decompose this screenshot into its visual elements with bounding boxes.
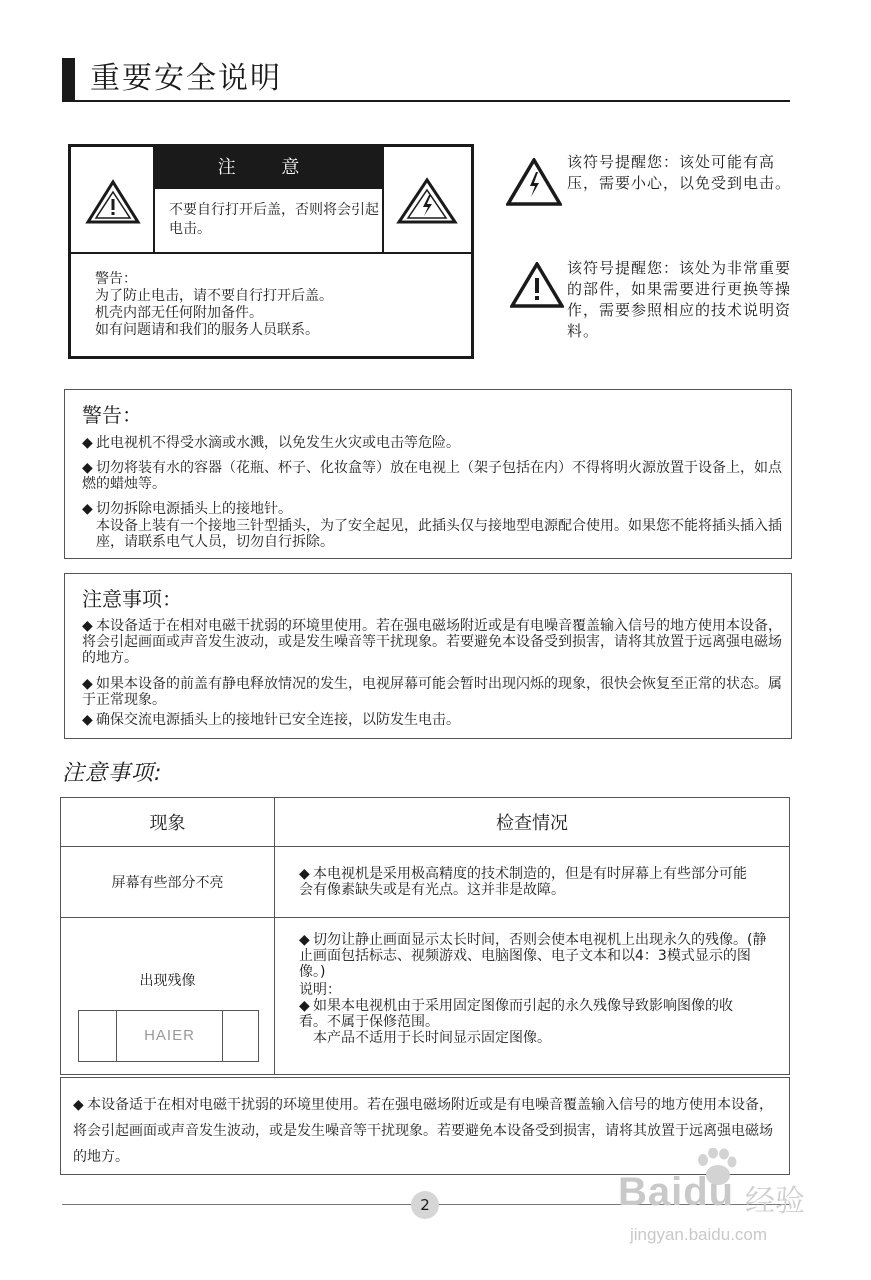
- warning-item-text: 此电视机不得受水滴或水溅，以免发生火灾或电击等危险。: [96, 435, 460, 451]
- watermark-cn: 经验: [745, 1184, 805, 1219]
- warning-triangle-icon: [85, 179, 141, 229]
- bottom-note-box: [60, 1077, 790, 1175]
- note-label: 说明：: [299, 982, 341, 998]
- warning-title: 警告：: [82, 403, 142, 427]
- bullet-icon: ◆: [73, 1097, 84, 1113]
- table-header-row: [61, 798, 790, 847]
- check-text: 切勿让静止画面显示太长时间，否则会使本电视机上出现永久的残像。(静止画面包括标志、视频游戏、电脑图像、电子文本和以4：3模式显示的图像。): [299, 932, 767, 980]
- phenomenon-header: 现象: [61, 798, 275, 847]
- bullet-icon: ◆: [82, 460, 93, 476]
- bullet-icon: ◆: [82, 501, 93, 517]
- lightning-triangle-icon: [396, 177, 458, 229]
- check-text: 如果本电视机由于采用固定图像而引起的永久残像导致影响图像的收看。不属于保修范围。: [299, 998, 733, 1030]
- check-item: [275, 866, 789, 898]
- notes-item-text: 如果本设备的前盖有静电释放情况的发生，电视屏幕可能会暂时出现闪烁的现象，很快会恢复至正常的状态。属于正常现象。: [82, 676, 782, 708]
- page-title: 重要安全说明: [90, 61, 282, 96]
- caution-box: [68, 144, 474, 359]
- warning-box: [64, 389, 792, 559]
- bullet-icon: ◆: [82, 676, 93, 692]
- warning-item: [82, 435, 782, 451]
- caution-heading: 注 意: [155, 147, 382, 189]
- title-bar-decoration: [62, 58, 75, 100]
- check-text: 本产品不适用于长时间显示固定图像。: [313, 1030, 551, 1046]
- exclamation-triangle-icon: [510, 262, 564, 312]
- haier-logo-text: HAIER: [116, 1010, 223, 1062]
- caution-body: 不要自行打开后盖，否则将会引起电击。: [169, 202, 379, 237]
- notes-item-text: 确保交流电源插头上的接地针已安全连接，以防发生电击。: [96, 712, 460, 728]
- bullet-icon: ◆: [82, 618, 93, 634]
- notes-item-text: 本设备适于在相对电磁干扰弱的环境里使用。若在强电磁场附近或是有电噪音覆盖输入信号的地方使用本设备，将会引起画面或声音发生波动，或是发生噪音等干扰现象。若要避免本设备受到损害，请将其放置于远离强电磁场的地方。: [82, 618, 782, 666]
- check-item: [275, 918, 789, 980]
- troubleshooting-table: [60, 797, 790, 1075]
- warning-extra-text: 本设备上装有一个接地三针型插头，为了安全起见，此插头仅与接地型电源配合使用。如果您不能将插头插入插座，请联系电气人员，切勿自行拆除。: [96, 518, 782, 550]
- check-cell: [275, 918, 790, 1075]
- title-divider: [62, 100, 790, 102]
- bullet-icon: ◆: [82, 712, 93, 728]
- warning-item-text: 切勿拆除电源插头上的接地针。: [96, 501, 292, 517]
- bottom-note-item: [73, 1092, 783, 1170]
- caution-warning-text: 警告： 为了防止电击，请不要自行打开后盖。 机壳内部无任何附加备件。 如有问题请和我们的服务人员联系。: [95, 271, 333, 338]
- table-row: [61, 847, 790, 918]
- bullet-icon: ◆: [82, 435, 93, 451]
- notes-item: [82, 618, 782, 666]
- notes-item: [82, 676, 782, 708]
- bullet-icon: ◆: [299, 866, 310, 882]
- check-header: 检查情况: [275, 798, 790, 847]
- important-part-description: 该符号提醒您：该处为非常重要的部件，如果需要进行更换等操作，需要参照相应的技术说明资料。: [567, 259, 792, 340]
- notes-box: [64, 573, 792, 739]
- check-item: [275, 998, 789, 1030]
- watermark-url: jingyan.baidu.com: [630, 1225, 768, 1244]
- notes-title: 注意事项：: [82, 587, 182, 611]
- check-text: 本电视机是采用极高精度的技术制造的，但是有时屏幕上有些部分可能会有像素缺失或是有光点。这并非是故障。: [299, 866, 747, 898]
- high-voltage-description: 该符号提醒您：该处可能有高压，需要小心，以免受到电击。: [567, 153, 792, 192]
- table-section-title: 注意事项:: [62, 761, 163, 786]
- notes-item: [82, 712, 782, 728]
- caution-divider: [382, 147, 384, 252]
- screen-illustration: [78, 1010, 259, 1062]
- warning-item: [82, 501, 787, 517]
- phenomenon-cell: [61, 918, 275, 1075]
- page-number: 2: [411, 1191, 439, 1219]
- warning-item: [82, 460, 782, 492]
- bottom-note-text: 本设备适于在相对电磁干扰弱的环境里使用。若在强电磁场附近或是有电噪音覆盖输入信号的地方使用本设备，将会引起画面或声音发生波动，或是发生噪音等干扰现象。若要避免本设备受到损害，请将其放置于远离强电磁场的地方。: [73, 1097, 773, 1165]
- high-voltage-icon: [506, 158, 562, 210]
- caution-divider: [71, 252, 471, 254]
- bullet-icon: ◆: [299, 932, 310, 948]
- watermark-logo: Baidu: [618, 1170, 735, 1214]
- bullet-icon: ◆: [299, 998, 310, 1014]
- check-cell: [275, 847, 790, 918]
- table-row: [61, 918, 790, 1075]
- phenomenon-cell: 屏幕有些部分不亮: [61, 847, 275, 918]
- phenomenon-text: 出现残像: [139, 973, 196, 989]
- warning-item-text: 切勿将装有水的容器（花瓶、杯子、化妆盒等）放在电视上（架子包括在内）不得将明火源放置于设备上，如点燃的蜡烛等。: [82, 460, 782, 492]
